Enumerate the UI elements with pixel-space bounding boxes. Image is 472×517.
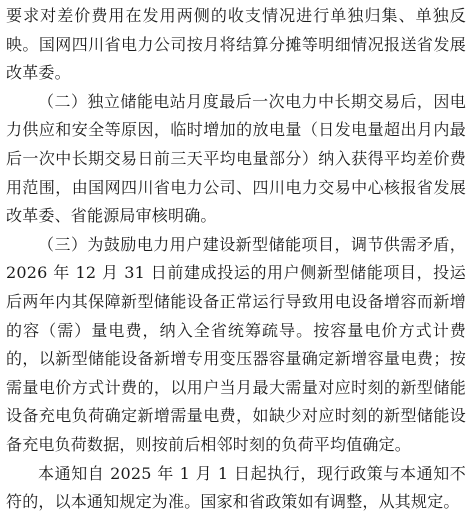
paragraph-section-two-storage-discharge: （二）独立储能电站月度最后一次电力中长期交易后，因电力供应和安全等原因，临时增加的放电量（日发电量超出月内最后一次中长期交易日前三天平均电量部分）纳入获得平均差价费用范围，由国网四川省电力公司、四川电力交易中心核报省发展改革委、省能源局审核明确。 — [6, 91, 466, 226]
paragraph-effective-date: 本通知自 2025 年 1 月 1 日起执行，现行政策与本通知不符的，以本通知规定为准。国家和省政策如有调整，从其规定。 — [6, 463, 466, 512]
paragraph-settlement-reporting: 要求对差价费用在发用两侧的收支情况进行单独归集、单独反映。国网四川省电力公司按月将结算分摊等明细情况报送省发展改革委。 — [6, 6, 466, 83]
paragraph-section-three-user-storage: （三）为鼓励电力用户建设新型储能项目，调节供需矛盾，2026 年 12 月 31 日前建成投运的用户侧新型储能项目，投运后两年内其保障新型储能设备正常运行导致用电设备增容而新增的容（需）量电费，纳入全省统筹疏导。按容量电价方式计费的，以新型储能设备新增专用变压器容量确定新增容量电费；按需量电价方式计费的，以用户当月最大需量对应时刻的新型储能设备充电负荷确定新增需量电费，如缺少对应时刻的新型储能设备充电负荷数据，则按前后相邻时刻的负荷平均值确定。 — [6, 234, 466, 454]
